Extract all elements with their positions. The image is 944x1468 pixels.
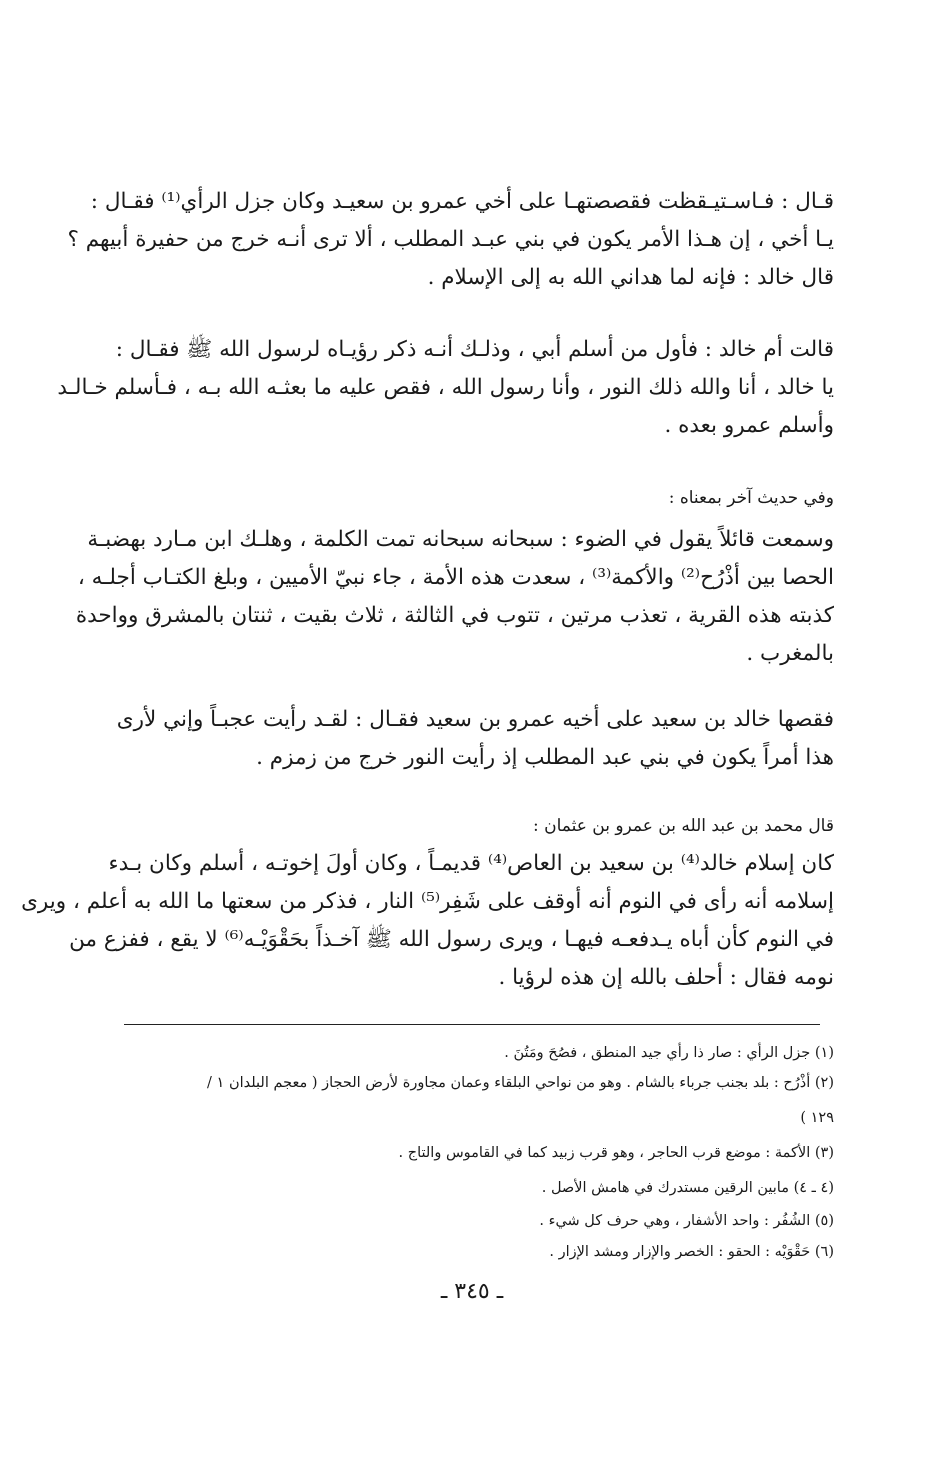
footnote-divider bbox=[124, 1024, 820, 1025]
text-line: إسلامه أنه رأى في النوم أنه أوقف على شَفِر⁽⁵⁾ النار ، فذكر من سعتها ما الله به أعلم ، ويرى bbox=[21, 889, 834, 914]
text-line: كان إسلام خالد⁽⁴⁾ بن سعيد بن العاص⁽⁴⁾ قديمـاً ، وكان أولَ إخوتـه ، أسلم وكان بـدء bbox=[108, 851, 834, 876]
section-heading: وفي حديث آخر بمعناه : bbox=[668, 488, 834, 508]
footnote: (٣) الأكمة : موضع قرب الحاجر ، وهو قرب زبيد كما في القاموس والتاج . bbox=[398, 1145, 834, 1161]
text-line: وأسلم عمرو بعده . bbox=[664, 413, 834, 438]
footnote: (٦) حَقْوَيْه : الحقو : الخصر والإزار ومشد الإزار . bbox=[549, 1244, 834, 1260]
text-line: قـال : فـاسـتيـقظت فقصصتهـا على أخي عمرو بن سعيـد وكان جزل الرأي⁽¹⁾ فقـال : bbox=[90, 189, 834, 214]
text-line: بالمغرب . bbox=[746, 641, 834, 666]
text-line: الحصا بين أذْرُح⁽²⁾ والأكمة⁽³⁾ ، سعدت هذه الأمة ، جاء نبيّ الأميين ، وبلغ الكتـاب أجلـه ، bbox=[77, 565, 834, 590]
footnote: (٥) الشُفُر : واحد الأشفار ، وهي حرف كل شيء . bbox=[539, 1213, 834, 1229]
text-line: قالت أم خالد : فأول من أسلم أبي ، وذلـك أنـه ذكر رؤيـاه لرسول الله ﷺ فقـال : bbox=[115, 337, 834, 362]
footnote: ١٢٩ ) bbox=[800, 1110, 834, 1126]
section-heading: قال محمد بن عبد الله بن عمرو بن عثمان : bbox=[532, 816, 834, 836]
page-number: ـ ٣٤٥ ـ bbox=[440, 1279, 504, 1304]
text-line: فقصها خالد بن سعيد على أخيه عمرو بن سعيد فقـال : لقـد رأيت عجبـاً وإني لأرى bbox=[116, 707, 834, 732]
paragraph-5 bbox=[21, 845, 834, 997]
text-line: في النوم كأن أباه يـدفعـه فيهـا ، ويرى رسول الله ﷺ آخـذاً بحَقْوَيْـه⁽⁶⁾ لا يقع ، ففزع من bbox=[69, 927, 834, 952]
text-line: كذبته هذه القرية ، تعذب مرتين ، تتوب في الثالثة ، ثلاث بقيت ، ثنتان بالمشرق وواحدة bbox=[75, 603, 834, 628]
text-line: قال خالد : فإنه لما هداني الله به إلى الإسلام . bbox=[427, 265, 834, 290]
paragraph-3 bbox=[75, 521, 834, 673]
footnote: (٤ ـ ٤) مابين الرقين مستدرك في هامش الأصل . bbox=[541, 1180, 834, 1196]
paragraph-2 bbox=[57, 331, 834, 445]
text-line: نومه فقال : أحلف بالله إن هذه لرؤيا . bbox=[498, 965, 834, 990]
footnote: (١) جزل الرأي : صار ذا رأي جيد المنطق ، فصُحَ ومَتُنَ . bbox=[504, 1045, 834, 1061]
paragraph-1 bbox=[67, 183, 834, 297]
paragraph-4 bbox=[116, 701, 834, 777]
text-line: هذا أمراً يكون في بني عبد المطلب إذ رأيت النور خرج من زمزم . bbox=[256, 745, 834, 770]
text-line: يـا أخي ، إن هـذا الأمر يكون في بني عبـد المطلب ، ألا ترى أنـه خرج من حفيرة أبيهم ؟ bbox=[67, 227, 834, 252]
text-line: يا خالد ، أنا والله ذلك النور ، وأنا رسول الله ، فقص عليه ما بعثـه الله بـه ، فـأسلم خـالـد bbox=[57, 375, 834, 400]
footnote: (٢) أذْرُح : بلد بجنب جرباء بالشام . وهو من نواحي البلقاء وعمان مجاورة لأرض الحجاز ( معجم البلدان ١ / bbox=[207, 1075, 834, 1091]
text-line: وسمعت قائلاً يقول في الضوء : سبحانه سبحانه تمت الكلمة ، وهلـك ابن مـارد بهضبـة bbox=[87, 527, 834, 552]
